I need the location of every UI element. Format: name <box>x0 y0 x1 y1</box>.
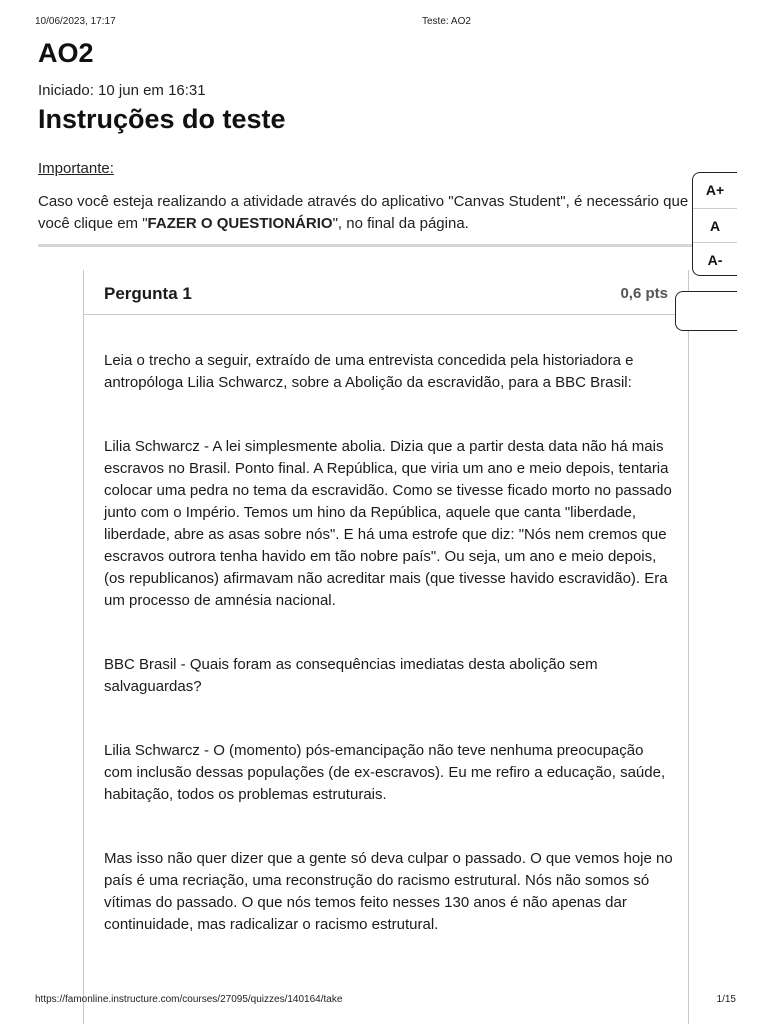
question-paragraph: Mas isso não quer dizer que a gente só deva culpar o passado. O que vemos hoje no país é uma recriação, uma reconstrução do racismo estrutural. Nós não somos só vítimas do passado. O que nós temos feito nesses 130 anos é não apenas dar continuidade, mas radicalizar o racismo estrutural. <box>104 850 673 933</box>
question-paragraph: BBC Brasil - Quais foram as consequências imediatas desta abolição sem salvaguardas? <box>104 656 598 695</box>
print-footer <box>35 994 736 1008</box>
font-normal-button[interactable]: A <box>693 208 737 243</box>
quiz-title: AO2 <box>38 38 94 68</box>
instruction-line-2-post: ", no final da página. <box>332 215 469 232</box>
question-paragraph: Lilia Schwarcz - A lei simplesmente abolia. Dizia que a partir desta data não há mais escravos no Brasil. Ponto final. A República, que viria um ano e meio depois, tentaria colocar uma pedra no tema da escravidão. Como se tivesse ficado morto no passado junto com o Império. Temos um hino da República, aquele que canta "liberdade, liberdade, abre as asas sobre nós". E há uma estrofe que diz: "Nós nem cremos que escravos outrora tenha havido em tão nobre país". Ou seja, um ano e meio depois, (os republicanos) afirmavam não acreditar mais (que tivesse havido escravidão). Era um processo de amnésia nacional. <box>104 438 672 609</box>
instructions-title: Instruções do teste <box>38 104 286 134</box>
instructions-text <box>38 191 688 235</box>
question-paragraph: Leia o trecho a seguir, extraído de uma entrevista concedida pela historiadora e antropóloga Lilia Schwarcz, sobre a Abolição da escravidão, para a BBC Brasil: <box>104 352 634 391</box>
print-datetime: 10/06/2023, 17:17 <box>35 16 116 27</box>
question-text <box>104 350 674 978</box>
font-size-panel <box>692 172 737 276</box>
font-increase-button[interactable]: A+ <box>705 182 725 198</box>
font-decrease-button[interactable]: A- <box>693 242 737 277</box>
print-url: https://famonline.instructure.com/courses/27095/quizzes/140164/take <box>35 994 343 1005</box>
question-title: Pergunta 1 <box>104 284 192 303</box>
instruction-line-1: Caso você esteja realizando a atividade através do aplicativo "Canvas Student", é necessário que <box>38 193 688 210</box>
print-title: Teste: AO2 <box>422 16 471 27</box>
question-points: 0,6 pts <box>620 285 668 302</box>
question-header <box>84 270 688 315</box>
instructions-divider <box>38 244 694 247</box>
instruction-button-name: FAZER O QUESTIONÁRIO <box>147 215 333 232</box>
instruction-line-2-pre: você clique em " <box>38 215 148 232</box>
question-card <box>83 270 689 1024</box>
question-paragraph: Lilia Schwarcz - O (momento) pós-emancipação não teve nenhuma preocupação com inclusão dessas populações (de ex-escravos). Eu me refiro a educação, saúde, habitação, todos os problemas estruturais. <box>104 742 666 803</box>
print-page-number: 1/15 <box>716 994 736 1005</box>
important-label: Importante: <box>38 160 114 177</box>
side-toggle-button[interactable] <box>675 291 737 331</box>
quiz-started-time: Iniciado: 10 jun em 16:31 <box>38 82 206 99</box>
print-header <box>35 16 728 30</box>
